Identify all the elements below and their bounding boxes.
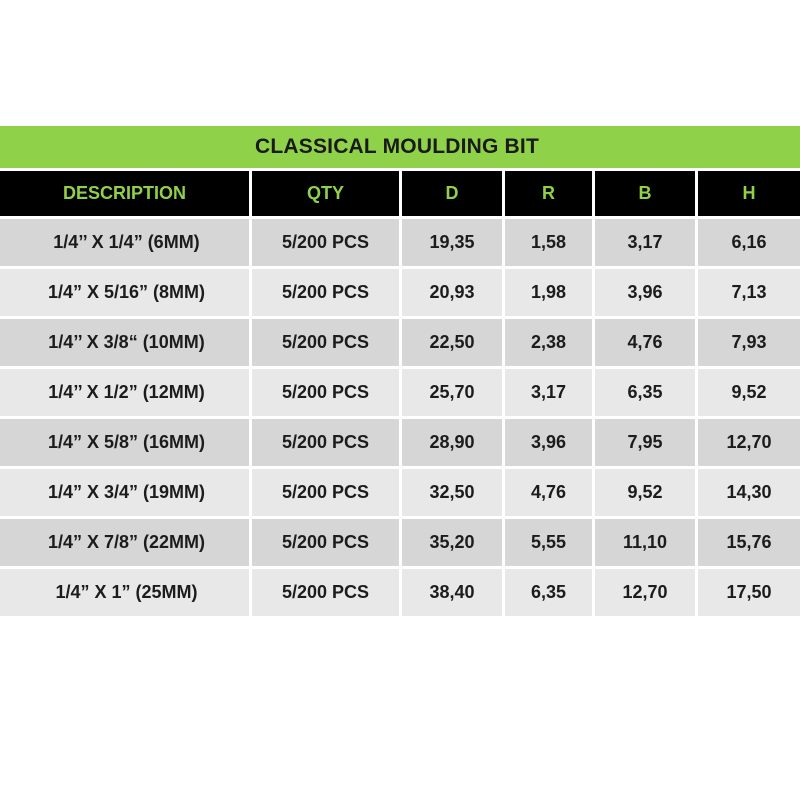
cell-description: 1/4” X 5/8” (16MM) <box>0 416 252 466</box>
cell-h: 7,93 <box>698 316 800 366</box>
cell-h: 12,70 <box>698 416 800 466</box>
header-d: D <box>402 168 505 216</box>
cell-qty: 5/200 PCS <box>252 266 402 316</box>
header-row <box>0 168 800 216</box>
cell-qty: 5/200 PCS <box>252 366 402 416</box>
cell-qty: 5/200 PCS <box>252 216 402 266</box>
cell-d: 32,50 <box>402 466 505 516</box>
cell-description: 1/4” X 7/8” (22MM) <box>0 516 252 566</box>
cell-b: 6,35 <box>595 366 698 416</box>
cell-r: 5,55 <box>505 516 595 566</box>
cell-description: 1/4’’ X 1/2” (12MM) <box>0 366 252 416</box>
header-qty: QTY <box>252 168 402 216</box>
cell-b: 3,17 <box>595 216 698 266</box>
table-row <box>0 366 800 416</box>
cell-b: 12,70 <box>595 566 698 616</box>
table-title: CLASSICAL MOULDING BIT <box>254 135 539 158</box>
cell-qty: 5/200 PCS <box>252 416 402 466</box>
table-row <box>0 516 800 566</box>
cell-r: 6,35 <box>505 566 595 616</box>
header-description: DESCRIPTION <box>0 168 252 216</box>
cell-d: 25,70 <box>402 366 505 416</box>
table-row <box>0 416 800 466</box>
cell-r: 1,98 <box>505 266 595 316</box>
cell-r: 1,58 <box>505 216 595 266</box>
table-row <box>0 566 800 616</box>
title-bar <box>0 126 800 168</box>
cell-description: 1/4” X 3/4” (19MM) <box>0 466 252 516</box>
cell-b: 7,95 <box>595 416 698 466</box>
cell-b: 9,52 <box>595 466 698 516</box>
cell-d: 35,20 <box>402 516 505 566</box>
table-row <box>0 466 800 516</box>
table-row <box>0 316 800 366</box>
spec-table <box>0 168 800 616</box>
cell-d: 20,93 <box>402 266 505 316</box>
cell-qty: 5/200 PCS <box>252 316 402 366</box>
cell-d: 22,50 <box>402 316 505 366</box>
cell-r: 3,17 <box>505 366 595 416</box>
cell-qty: 5/200 PCS <box>252 466 402 516</box>
cell-b: 11,10 <box>595 516 698 566</box>
cell-b: 4,76 <box>595 316 698 366</box>
cell-r: 2,38 <box>505 316 595 366</box>
table-row <box>0 266 800 316</box>
cell-r: 4,76 <box>505 466 595 516</box>
header-h: H <box>698 168 800 216</box>
cell-h: 9,52 <box>698 366 800 416</box>
cell-h: 7,13 <box>698 266 800 316</box>
cell-h: 14,30 <box>698 466 800 516</box>
header-b: B <box>595 168 698 216</box>
cell-description: 1/4’’ X 1/4” (6MM) <box>0 216 252 266</box>
table-row <box>0 216 800 266</box>
cell-qty: 5/200 PCS <box>252 566 402 616</box>
cell-h: 17,50 <box>698 566 800 616</box>
cell-h: 6,16 <box>698 216 800 266</box>
cell-r: 3,96 <box>505 416 595 466</box>
cell-d: 19,35 <box>402 216 505 266</box>
cell-description: 1/4” X 1” (25MM) <box>0 566 252 616</box>
cell-d: 38,40 <box>402 566 505 616</box>
cell-b: 3,96 <box>595 266 698 316</box>
cell-h: 15,76 <box>698 516 800 566</box>
cell-description: 1/4’’ X 3/8“ (10MM) <box>0 316 252 366</box>
cell-d: 28,90 <box>402 416 505 466</box>
cell-qty: 5/200 PCS <box>252 516 402 566</box>
cell-description: 1/4” X 5/16” (8MM) <box>0 266 252 316</box>
header-r: R <box>505 168 595 216</box>
